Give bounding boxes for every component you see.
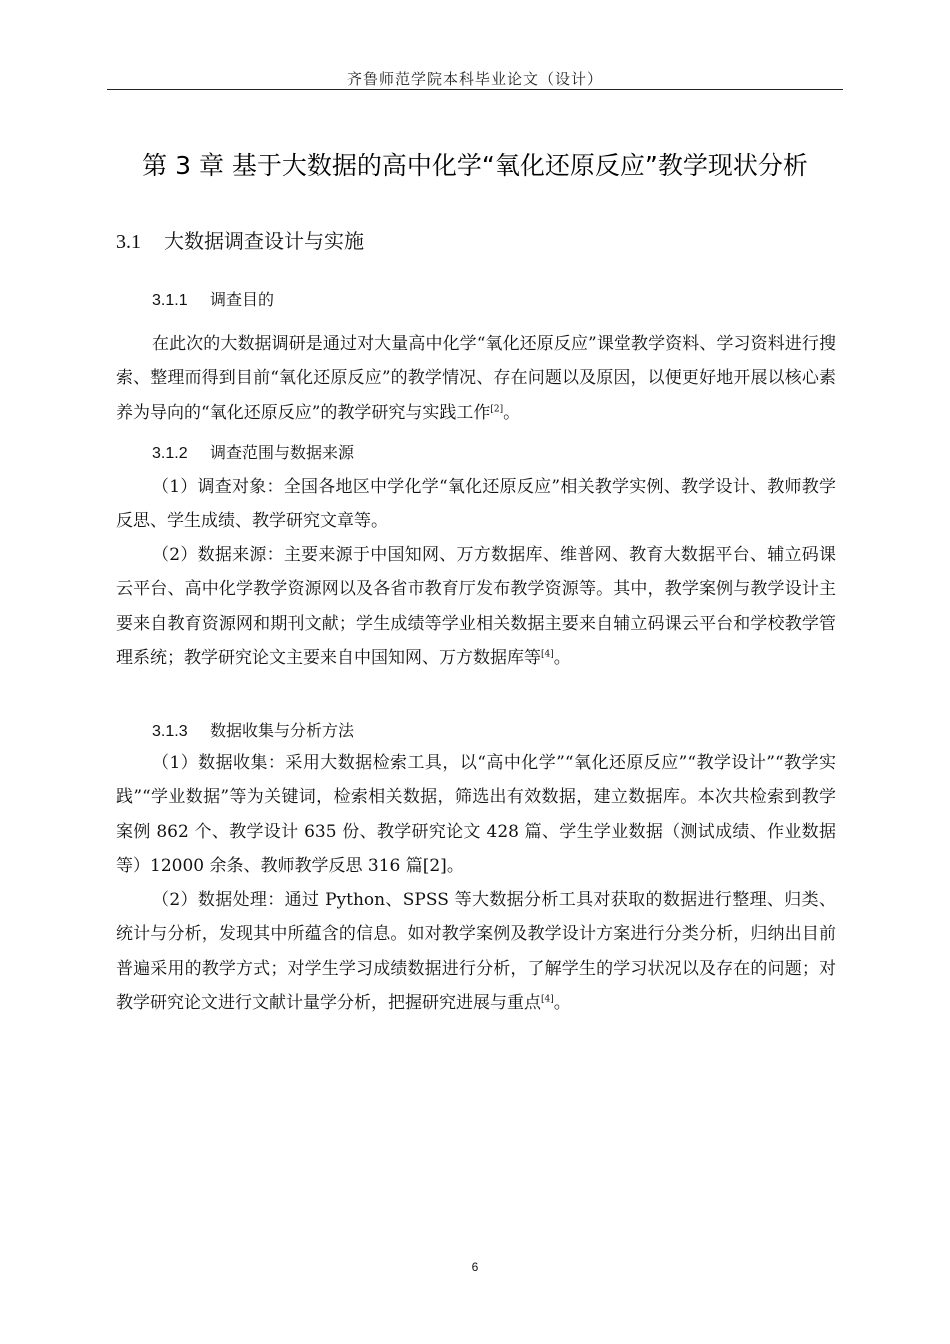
citation: [4] xyxy=(541,649,554,660)
subsection-heading xyxy=(152,440,354,463)
subsection-heading xyxy=(152,718,354,741)
paragraph-data-sources: （2）数据来源：主要来源于中国知网、万方数据库、维普网、教育大数据平台、辅立码课云平台、高中化学教学资源网以及各省市教育厅发布教学资源等。其中，教学案例与教学设计主要来自教育资源网和期刊文献；学生成绩等学业相关数据主要来自辅立码课云平台和学校教学管理系统；教学研究论文主要来自中国知网、万方数据库等[4]。 xyxy=(116,545,836,668)
section-number: 3.1 xyxy=(116,231,141,253)
subsection-number: 3.1.3 xyxy=(152,723,188,740)
citation: [4] xyxy=(541,994,554,1005)
subsection-number: 3.1.2 xyxy=(152,445,188,462)
paragraph-survey-objects: （1）调查对象：全国各地区中学化学“氧化还原反应”相关教学实例、教学设计、教师教学反思、学生成绩、教学研究文章等。 xyxy=(116,477,836,532)
running-header: 齐鲁师范学院本科毕业论文（设计） xyxy=(346,70,603,88)
header-divider xyxy=(107,89,843,90)
section-title: 大数据调查设计与实施 xyxy=(164,229,364,253)
subsection-title: 调查目的 xyxy=(210,290,275,309)
paragraph-purpose: 在此次的大数据调研是通过对大量高中化学“氧化还原反应”课堂教学资料、学习资料进行搜索、整理而得到目前“氧化还原反应”的教学情况、存在问题以及原因，以便更好地开展以核心素养为导向的“氧化还原反应”的教学研究与实践工作[2]。 xyxy=(116,334,836,423)
subsection-title: 数据收集与分析方法 xyxy=(210,721,355,740)
citation: [2] xyxy=(490,403,504,414)
page-number: 6 xyxy=(471,1260,479,1274)
paragraph-data-processing: （2）数据处理：通过 Python、SPSS 等大数据分析工具对获取的数据进行整理、归类、统计与分析，发现其中所蕴含的信息。如对教学案例及教学设计方案进行分类分析，归纳出目前普遍采用的教学方式；对学生学习成绩数据进行分析，了解学生的学习状况以及存在的问题；对教学研究论文进行文献计量学分析，把握研究进展与重点[4]。 xyxy=(116,890,836,1013)
subsection-number: 3.1.1 xyxy=(152,292,188,309)
paragraph-data-collection: （1）数据收集：采用大数据检索工具，以“高中化学”“氧化还原反应”“教学设计”“教学实践”“学业数据”等为关键词，检索相关数据，筛选出有效数据，建立数据库。本次共检索到教学案例 862 个、教学设计 635 份、教学研究论文 428 篇、学生学业数据（测试成绩、作业数据等）12000 余条、教师教学反思 316 篇[2]。 xyxy=(116,753,836,876)
subsection-title: 调查范围与数据来源 xyxy=(210,443,355,462)
subsection-heading xyxy=(152,287,274,310)
section-heading xyxy=(116,225,364,254)
chapter-title: 第 3 章 基于大数据的高中化学“氧化还原反应”教学现状分析 xyxy=(142,151,808,180)
